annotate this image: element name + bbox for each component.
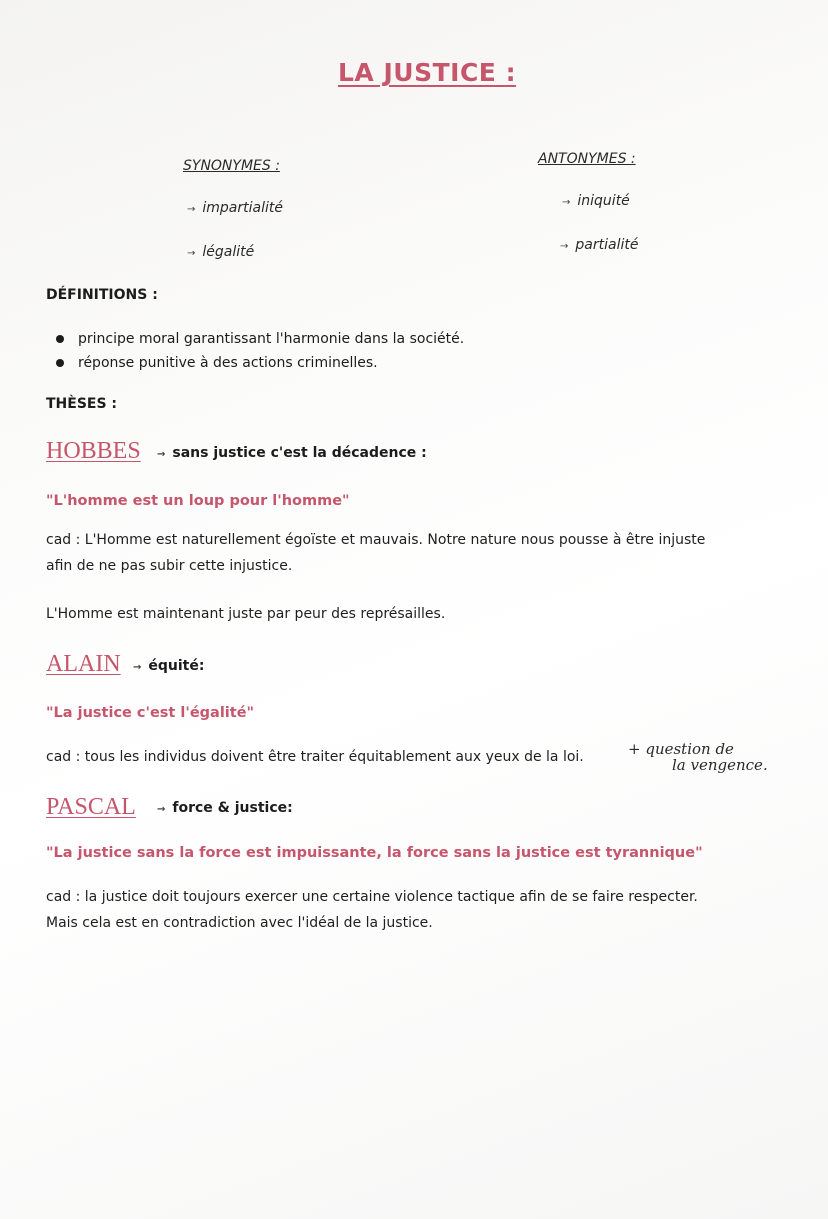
thesis-paragraph: cad : la justice doit toujours exercer une certaine violence tactique afin de se faire respecter. Mais cela est en contradiction avec l'idéal de la justice. — [46, 889, 698, 931]
page-title: LA JUSTICE : — [338, 58, 517, 87]
author-hobbes: HOBBES — [46, 438, 141, 464]
antonymes-heading: ANTONYMES : — [538, 151, 636, 167]
arrow-icon: → — [187, 204, 196, 215]
arrow-icon: → — [157, 449, 166, 460]
definitions-list — [56, 327, 464, 375]
arrow-icon: → — [157, 804, 166, 815]
thesis-paragraph: cad : tous les individus doivent être traiter équitablement aux yeux de la loi. — [46, 749, 584, 765]
arrow-icon: → — [133, 662, 142, 673]
thesis-paragraph: cad : L'Homme est naturellement égoïste et mauvais. Notre nature nous pousse à être injuste afin de ne pas subir cette injustice. — [46, 532, 706, 574]
antonyme-item: → iniquité — [562, 193, 630, 209]
thesis-theme: → sans justice c'est la décadence : — [157, 445, 427, 461]
synonyme-item: → légalité — [187, 244, 255, 260]
bullet-icon — [56, 335, 64, 343]
author-alain: ALAIN — [46, 651, 121, 677]
arrow-icon: → — [187, 248, 196, 259]
arrow-icon: → — [562, 197, 571, 208]
list-item: principe moral garantissant l'harmonie dans la société. — [56, 327, 464, 351]
author-pascal: PASCAL — [46, 794, 136, 820]
thesis-quote: "L'homme est un loup pour l'homme" — [46, 493, 350, 509]
bullet-icon — [56, 359, 64, 367]
theses-heading: THÈSES : — [46, 396, 118, 412]
definitions-heading: DÉFINITIONS : — [46, 287, 158, 303]
thesis-theme: → équité: — [133, 658, 205, 674]
arrow-icon: → — [560, 241, 569, 252]
thesis-quote: "La justice c'est l'égalité" — [46, 705, 255, 721]
handwritten-note: + question de la vengence. — [628, 740, 768, 774]
synonyme-item: → impartialité — [187, 200, 283, 216]
thesis-theme: → force & justice: — [157, 800, 293, 816]
antonyme-item: → partialité — [560, 237, 639, 253]
list-item: réponse punitive à des actions criminelles. — [56, 351, 464, 375]
thesis-paragraph: L'Homme est maintenant juste par peur des représailles. — [46, 606, 446, 622]
synonymes-heading: SYNONYMES : — [183, 158, 280, 174]
thesis-quote: "La justice sans la force est impuissante, la force sans la justice est tyrannique" — [46, 845, 703, 861]
